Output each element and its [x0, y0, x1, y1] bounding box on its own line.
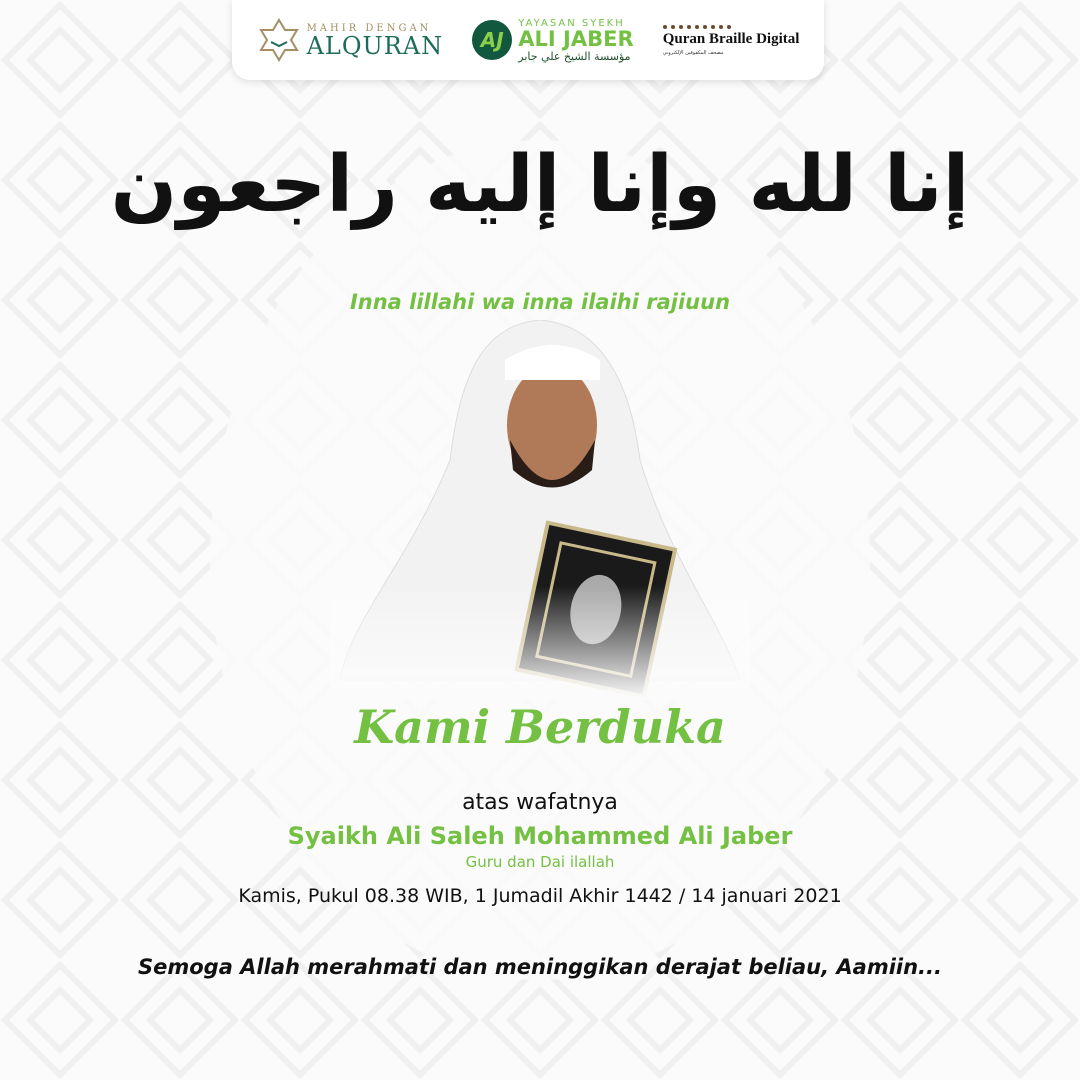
prayer-text: Semoga Allah merahmati dan meninggikan derajat beliau, Aamiin... [137, 955, 942, 979]
header-logos [232, 0, 824, 80]
transliteration: Inna lillahi wa inna ilaihi rajiuun [349, 290, 731, 314]
deceased-role: Guru dan Dai ilallah [465, 853, 615, 871]
logo-mahir-dengan-alquran [257, 18, 444, 62]
page-title: Kami Berduka [354, 700, 726, 754]
logo-ali-jaber [472, 18, 633, 63]
arabic-calligraphy: إنا لله وإنا إليه راجعون [110, 140, 970, 230]
logo2-small: YAYASAN SYEKH [518, 17, 625, 29]
braille-dots-icon [663, 25, 731, 29]
logo3-name: Quran Braille Digital [662, 30, 800, 47]
star-ornament-icon [257, 18, 301, 62]
logo1-small: MAHIR DENGAN [306, 22, 432, 34]
logo2-big: ALI JABER [518, 26, 634, 51]
logo-quran-braille [663, 25, 800, 56]
logo2-arabic: مؤسسة الشيخ علي جابر [518, 49, 631, 63]
deceased-name: Syaikh Ali Saleh Mohammed Ali Jaber [287, 822, 793, 850]
portrait-photo [330, 320, 750, 700]
date-text: Kamis, Pukul 08.38 WIB, 1 Jumadil Akhir 1442 / 14 januari 2021 [238, 885, 842, 907]
intro-text: atas wafatnya [462, 790, 618, 815]
aj-mark: AJ [472, 20, 512, 60]
logo1-big: ALQURAN [306, 31, 444, 60]
logo3-sub: مصحف المكفوفين الإلكتروني [662, 49, 724, 56]
